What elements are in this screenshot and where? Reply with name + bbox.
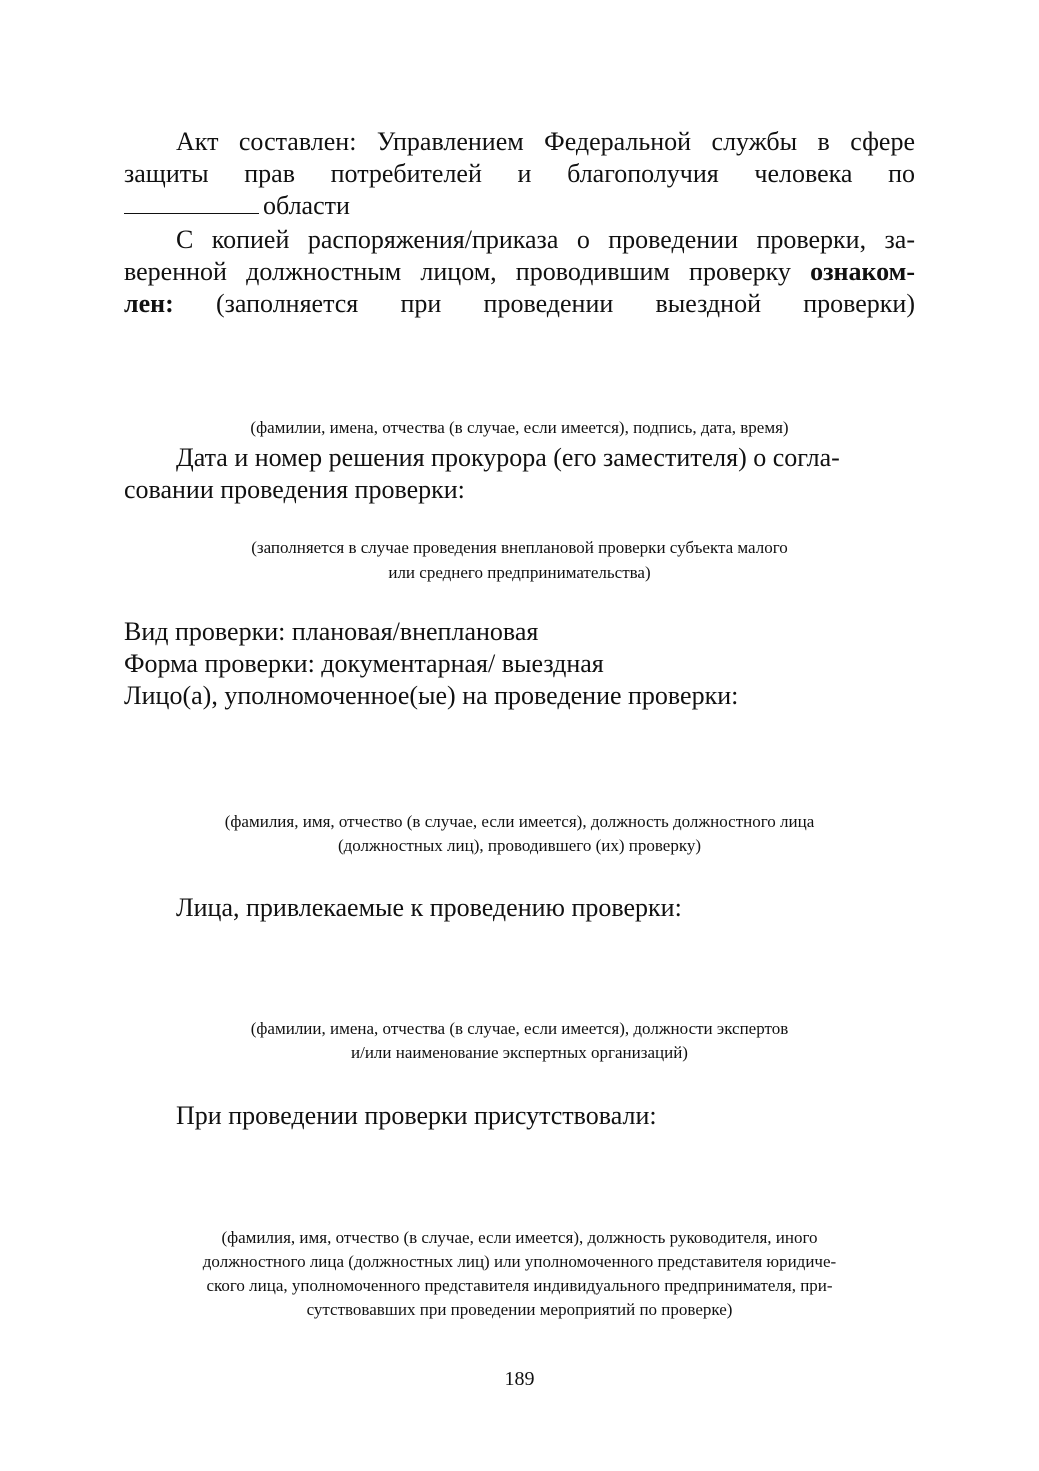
note-present-line-4: сутствовавших при проведении мероприятий по проверке) [306,1300,733,1319]
note-present-line-2: должностного лица (должностных лиц) или уполномоченного представителя юридиче- [202,1252,837,1271]
familiarized-label-part2: лен: [124,289,174,318]
copy-line-2 [124,256,915,288]
note-official-line-1: (фамилия, имя, отчество (в случае, если имеется), должность должностного лица [224,812,815,831]
authorized-persons: Лицо(а), уполномоченное(ые) на проведение проверки: [124,681,739,710]
region-blank-line [124,191,259,214]
act-line-1: Акт составлен: Управлением Федеральной службы в сфере [176,127,915,156]
note-experts-line-2: и/или наименование экспертных организаций) [351,1043,688,1062]
note-unplanned-line-1: (заполняется в случае проведения внеплановой проверки субъекта малого [251,538,788,557]
note-official-line-2: (должностных лиц), проводившего (их) проверку) [337,836,702,855]
note-unplanned-line-2: или среднего предпринимательства) [388,563,651,582]
act-line-2: защиты прав потребителей и благополучия человека по [124,159,915,188]
prosecutor-line-1: Дата и номер решения прокурора (его заместителя) о согла- [176,443,840,472]
oblast-label: области [263,191,350,220]
copy-line-3 [124,288,915,320]
note-present-line-3: ского лица, уполномоченного представителя индивидуального предпринимателя, при- [206,1276,833,1295]
copy-line-3-text: (заполняется при проведении выездной проверки) [216,289,915,318]
note-present-line-1: (фамилия, имя, отчество (в случае, если имеется), должность руководителя, иного [221,1228,818,1247]
inspection-form: Форма проверки: документарная/ выездная [124,649,604,678]
prosecutor-line-2: совании проведения проверки: [124,475,465,504]
note-names-signature: (фамилии, имена, отчества (в случае, если имеется), подпись, дата, время) [250,418,789,437]
copy-line-1: С копией распоряжения/приказа о проведении проверки, за- [176,225,915,254]
involved-persons: Лица, привлекаемые к проведению проверки: [176,893,682,922]
present-persons: При проведении проверки присутствовали: [176,1101,657,1130]
note-experts-line-1: (фамилии, имена, отчества (в случае, если имеется), должности экспертов [250,1019,789,1038]
act-line-3 [124,190,350,222]
page-number: 189 [504,1368,535,1390]
familiarized-label-part1: ознаком- [810,257,916,286]
inspection-type: Вид проверки: плановая/внеплановая [124,617,539,646]
copy-line-2-text: веренной должностным лицом, проводившим проверку [124,257,791,286]
